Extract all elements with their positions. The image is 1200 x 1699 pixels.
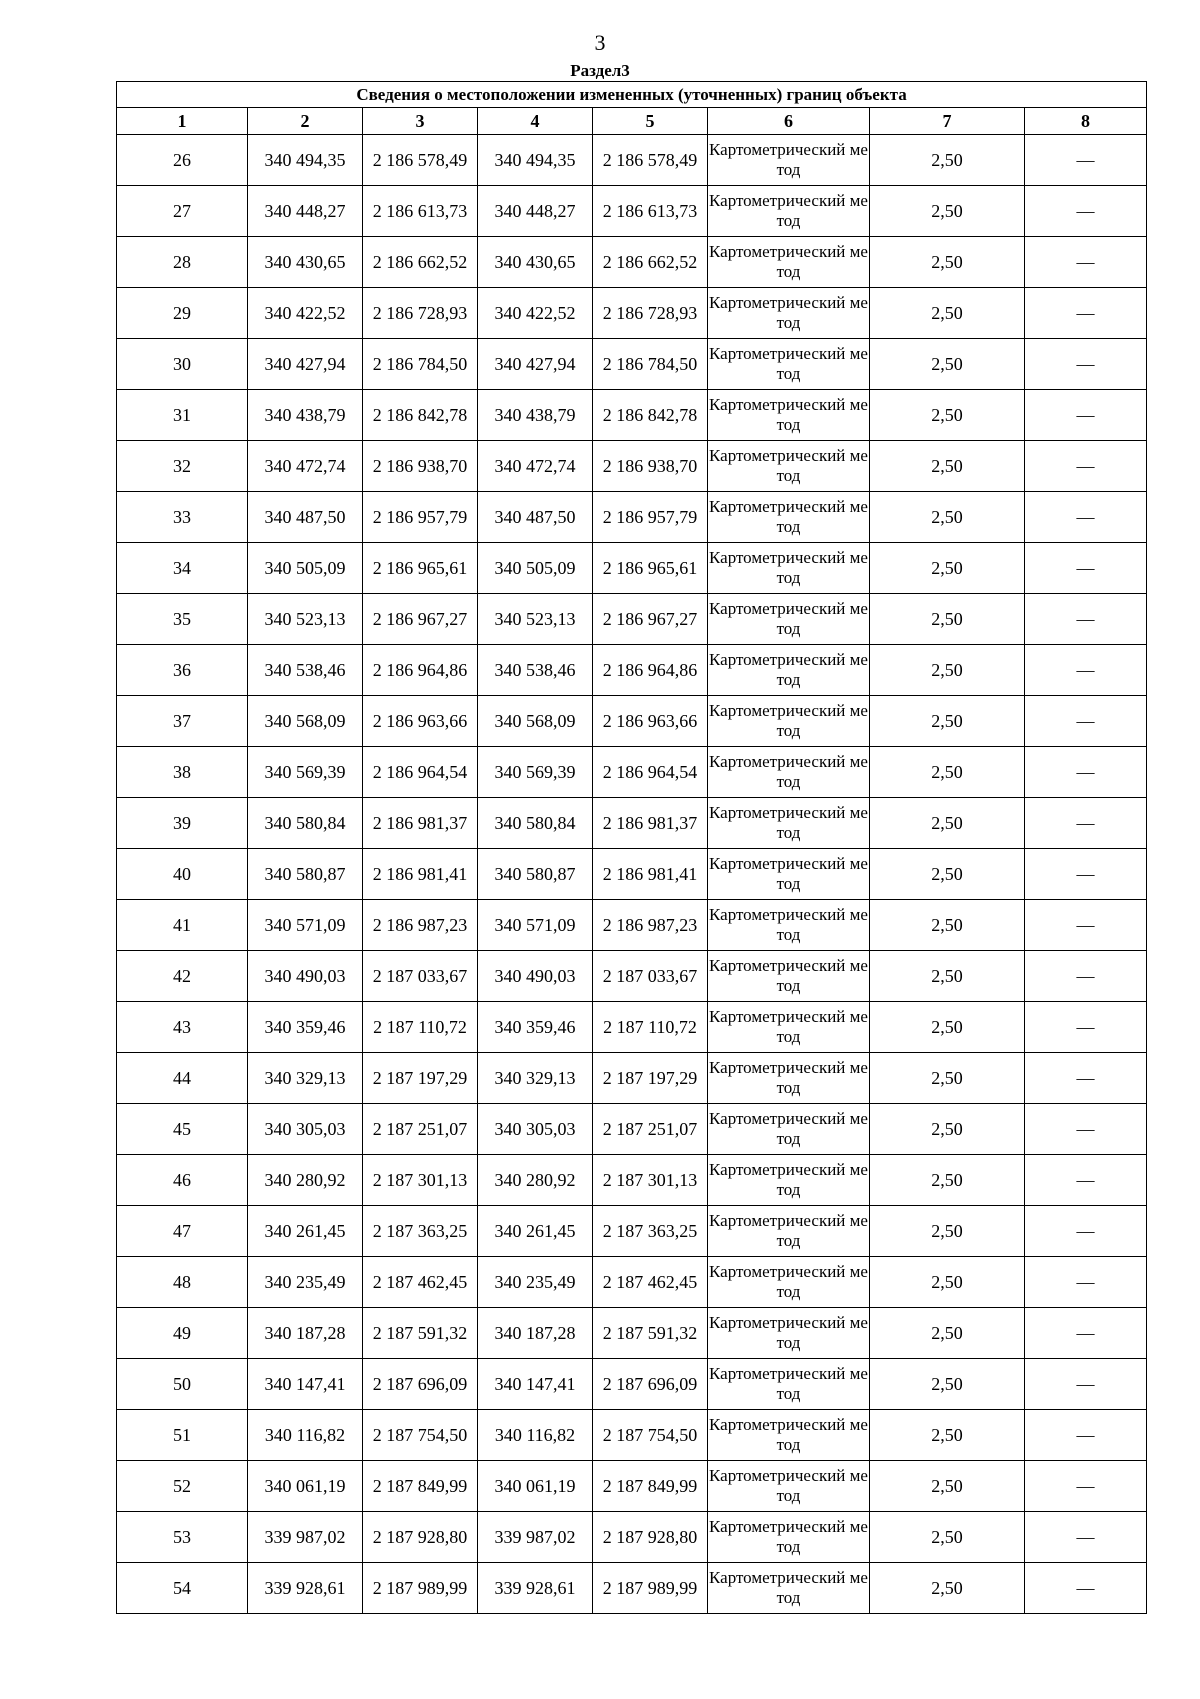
table-cell-col-8: — — [1025, 1461, 1147, 1512]
column-header-5: 5 — [593, 108, 708, 135]
table-cell-col-1: 37 — [117, 696, 248, 747]
table-cell-col-6: Картометрический метод — [708, 1053, 870, 1104]
column-header-7: 7 — [870, 108, 1025, 135]
table-cell-col-8: — — [1025, 135, 1147, 186]
table-cell-col-5: 2 186 578,49 — [593, 135, 708, 186]
table-row — [117, 441, 1147, 492]
table-row — [117, 798, 1147, 849]
table-cell-col-5: 2 186 981,41 — [593, 849, 708, 900]
table-cell-col-8: — — [1025, 594, 1147, 645]
table-cell-col-1: 31 — [117, 390, 248, 441]
table-cell-col-7: 2,50 — [870, 1359, 1025, 1410]
table-cell-col-7: 2,50 — [870, 492, 1025, 543]
table-cell-col-7: 2,50 — [870, 543, 1025, 594]
table-cell-col-6: Картометрический метод — [708, 339, 870, 390]
table-cell-col-3: 2 186 613,73 — [363, 186, 478, 237]
table-row — [117, 645, 1147, 696]
table-cell-col-4: 340 571,09 — [478, 900, 593, 951]
table-cell-col-1: 54 — [117, 1563, 248, 1614]
table-cell-col-4: 340 147,41 — [478, 1359, 593, 1410]
table-cell-col-7: 2,50 — [870, 390, 1025, 441]
table-cell-col-2: 340 568,09 — [248, 696, 363, 747]
table-cell-col-6: Картометрический метод — [708, 543, 870, 594]
column-header-6: 6 — [708, 108, 870, 135]
table-cell-col-4: 340 538,46 — [478, 645, 593, 696]
table-cell-col-4: 340 329,13 — [478, 1053, 593, 1104]
section-title: Раздел3 — [570, 61, 630, 80]
table-cell-col-8: — — [1025, 1563, 1147, 1614]
table-cell-col-3: 2 187 591,32 — [363, 1308, 478, 1359]
table-row — [117, 951, 1147, 1002]
table-row — [117, 1512, 1147, 1563]
table-cell-col-6: Картометрический метод — [708, 186, 870, 237]
table-cell-col-2: 340 305,03 — [248, 1104, 363, 1155]
table-cell-col-1: 34 — [117, 543, 248, 594]
table-cell-col-5: 2 187 591,32 — [593, 1308, 708, 1359]
table-row — [117, 1461, 1147, 1512]
table-cell-col-7: 2,50 — [870, 798, 1025, 849]
table-cell-col-2: 340 580,87 — [248, 849, 363, 900]
table-cell-col-8: — — [1025, 1002, 1147, 1053]
table-cell-col-7: 2,50 — [870, 1512, 1025, 1563]
table-cell-col-2: 340 147,41 — [248, 1359, 363, 1410]
table-cell-col-1: 38 — [117, 747, 248, 798]
table-cell-col-8: — — [1025, 186, 1147, 237]
column-header-3: 3 — [363, 108, 478, 135]
table-cell-col-4: 340 490,03 — [478, 951, 593, 1002]
table-cell-col-1: 40 — [117, 849, 248, 900]
table-cell-col-3: 2 187 989,99 — [363, 1563, 478, 1614]
table-cell-col-2: 340 580,84 — [248, 798, 363, 849]
table-cell-col-3: 2 187 301,13 — [363, 1155, 478, 1206]
table-cell-col-7: 2,50 — [870, 1053, 1025, 1104]
table-cell-col-2: 340 430,65 — [248, 237, 363, 288]
table-cell-col-1: 48 — [117, 1257, 248, 1308]
table-cell-col-4: 340 261,45 — [478, 1206, 593, 1257]
table-row — [117, 135, 1147, 186]
table-cell-col-2: 340 494,35 — [248, 135, 363, 186]
table-cell-col-3: 2 187 696,09 — [363, 1359, 478, 1410]
table-cell-col-1: 42 — [117, 951, 248, 1002]
table-cell-col-6: Картометрический метод — [708, 696, 870, 747]
table-cell-col-7: 2,50 — [870, 1155, 1025, 1206]
table-cell-col-3: 2 186 728,93 — [363, 288, 478, 339]
table-cell-col-7: 2,50 — [870, 237, 1025, 288]
table-cell-col-7: 2,50 — [870, 645, 1025, 696]
table-row — [117, 1155, 1147, 1206]
table-row — [117, 696, 1147, 747]
table-cell-col-8: — — [1025, 1206, 1147, 1257]
table-cell-col-5: 2 187 301,13 — [593, 1155, 708, 1206]
table-cell-col-5: 2 186 784,50 — [593, 339, 708, 390]
table-cell-col-8: — — [1025, 1512, 1147, 1563]
table-cell-col-5: 2 187 110,72 — [593, 1002, 708, 1053]
table-cell-col-5: 2 187 754,50 — [593, 1410, 708, 1461]
table-cell-col-6: Картометрический метод — [708, 1206, 870, 1257]
table-cell-col-1: 53 — [117, 1512, 248, 1563]
table-cell-col-3: 2 186 964,54 — [363, 747, 478, 798]
table-row — [117, 747, 1147, 798]
table-cell-col-6: Картометрический метод — [708, 1512, 870, 1563]
table-row — [117, 1104, 1147, 1155]
table-cell-col-4: 340 305,03 — [478, 1104, 593, 1155]
table-cell-col-6: Картометрический метод — [708, 288, 870, 339]
table-cell-col-3: 2 187 251,07 — [363, 1104, 478, 1155]
table-cell-col-6: Картометрический метод — [708, 390, 870, 441]
table-cell-col-8: — — [1025, 441, 1147, 492]
table-cell-col-1: 39 — [117, 798, 248, 849]
table-cell-col-3: 2 187 462,45 — [363, 1257, 478, 1308]
table-cell-col-5: 2 186 938,70 — [593, 441, 708, 492]
table-cell-col-1: 44 — [117, 1053, 248, 1104]
table-row — [117, 1257, 1147, 1308]
table-cell-col-4: 340 187,28 — [478, 1308, 593, 1359]
table-cell-col-5: 2 186 728,93 — [593, 288, 708, 339]
table-cell-col-5: 2 187 363,25 — [593, 1206, 708, 1257]
table-cell-col-4: 340 280,92 — [478, 1155, 593, 1206]
table-cell-col-3: 2 187 754,50 — [363, 1410, 478, 1461]
table-cell-col-4: 340 438,79 — [478, 390, 593, 441]
table-cell-col-2: 340 448,27 — [248, 186, 363, 237]
table-cell-col-2: 340 538,46 — [248, 645, 363, 696]
table-cell-col-8: — — [1025, 849, 1147, 900]
table-cell-col-3: 2 186 578,49 — [363, 135, 478, 186]
table-cell-col-4: 340 061,19 — [478, 1461, 593, 1512]
table-cell-col-5: 2 186 967,27 — [593, 594, 708, 645]
table-cell-col-4: 340 472,74 — [478, 441, 593, 492]
table-cell-col-5: 2 186 613,73 — [593, 186, 708, 237]
table-cell-col-4: 340 359,46 — [478, 1002, 593, 1053]
table-cell-col-2: 340 505,09 — [248, 543, 363, 594]
table-cell-col-7: 2,50 — [870, 696, 1025, 747]
table-cell-col-1: 35 — [117, 594, 248, 645]
table-cell-col-2: 340 235,49 — [248, 1257, 363, 1308]
table-cell-col-4: 340 116,82 — [478, 1410, 593, 1461]
table-cell-col-4: 340 422,52 — [478, 288, 593, 339]
coordinates-table — [116, 81, 1147, 1614]
column-header-row — [117, 108, 1147, 135]
table-cell-col-2: 340 061,19 — [248, 1461, 363, 1512]
table-cell-col-5: 2 187 989,99 — [593, 1563, 708, 1614]
table-cell-col-6: Картометрический метод — [708, 645, 870, 696]
table-caption: Сведения о местоположении измененных (уточненных) границ объекта — [117, 82, 1147, 108]
table-cell-col-3: 2 186 987,23 — [363, 900, 478, 951]
table-cell-col-2: 339 987,02 — [248, 1512, 363, 1563]
table-cell-col-6: Картометрический метод — [708, 237, 870, 288]
table-cell-col-8: — — [1025, 390, 1147, 441]
table-cell-col-2: 340 427,94 — [248, 339, 363, 390]
table-cell-col-8: — — [1025, 492, 1147, 543]
column-header-4: 4 — [478, 108, 593, 135]
table-cell-col-2: 340 438,79 — [248, 390, 363, 441]
table-cell-col-8: — — [1025, 1155, 1147, 1206]
page-number: 3 — [594, 30, 606, 55]
table-cell-col-3: 2 186 963,66 — [363, 696, 478, 747]
table-cell-col-6: Картометрический метод — [708, 1308, 870, 1359]
table-cell-col-5: 2 187 928,80 — [593, 1512, 708, 1563]
table-cell-col-4: 340 569,39 — [478, 747, 593, 798]
table-cell-col-4: 340 580,84 — [478, 798, 593, 849]
table-cell-col-8: — — [1025, 1104, 1147, 1155]
table-cell-col-4: 340 505,09 — [478, 543, 593, 594]
table-row — [117, 1002, 1147, 1053]
table-cell-col-1: 32 — [117, 441, 248, 492]
table-cell-col-1: 49 — [117, 1308, 248, 1359]
table-cell-col-3: 2 186 981,41 — [363, 849, 478, 900]
table-cell-col-3: 2 187 197,29 — [363, 1053, 478, 1104]
table-cell-col-7: 2,50 — [870, 594, 1025, 645]
table-cell-col-7: 2,50 — [870, 339, 1025, 390]
table-cell-col-3: 2 186 967,27 — [363, 594, 478, 645]
table-cell-col-5: 2 186 987,23 — [593, 900, 708, 951]
table-cell-col-7: 2,50 — [870, 1104, 1025, 1155]
table-cell-col-5: 2 186 662,52 — [593, 237, 708, 288]
table-cell-col-3: 2 186 957,79 — [363, 492, 478, 543]
table-cell-col-2: 340 261,45 — [248, 1206, 363, 1257]
table-cell-col-3: 2 186 784,50 — [363, 339, 478, 390]
table-cell-col-2: 340 187,28 — [248, 1308, 363, 1359]
table-cell-col-2: 340 571,09 — [248, 900, 363, 951]
table-cell-col-7: 2,50 — [870, 747, 1025, 798]
table-cell-col-7: 2,50 — [870, 288, 1025, 339]
table-cell-col-2: 339 928,61 — [248, 1563, 363, 1614]
table-cell-col-1: 36 — [117, 645, 248, 696]
table-cell-col-7: 2,50 — [870, 186, 1025, 237]
table-cell-col-6: Картометрический метод — [708, 1563, 870, 1614]
table-cell-col-1: 50 — [117, 1359, 248, 1410]
table-cell-col-8: — — [1025, 237, 1147, 288]
table-cell-col-8: — — [1025, 288, 1147, 339]
table-row — [117, 1410, 1147, 1461]
table-cell-col-8: — — [1025, 1359, 1147, 1410]
table-cell-col-3: 2 187 033,67 — [363, 951, 478, 1002]
table-cell-col-8: — — [1025, 1053, 1147, 1104]
table-cell-col-4: 340 568,09 — [478, 696, 593, 747]
table-cell-col-3: 2 187 110,72 — [363, 1002, 478, 1053]
table-cell-col-7: 2,50 — [870, 1002, 1025, 1053]
table-cell-col-8: — — [1025, 798, 1147, 849]
table-cell-col-7: 2,50 — [870, 951, 1025, 1002]
table-row — [117, 1206, 1147, 1257]
table-cell-col-8: — — [1025, 900, 1147, 951]
table-cell-col-5: 2 186 963,66 — [593, 696, 708, 747]
table-cell-col-7: 2,50 — [870, 1308, 1025, 1359]
table-row — [117, 1308, 1147, 1359]
table-cell-col-3: 2 186 842,78 — [363, 390, 478, 441]
table-cell-col-5: 2 186 957,79 — [593, 492, 708, 543]
table-cell-col-5: 2 186 842,78 — [593, 390, 708, 441]
table-cell-col-5: 2 186 981,37 — [593, 798, 708, 849]
table-cell-col-2: 340 280,92 — [248, 1155, 363, 1206]
table-cell-col-5: 2 187 251,07 — [593, 1104, 708, 1155]
table-cell-col-7: 2,50 — [870, 1461, 1025, 1512]
table-cell-col-8: — — [1025, 1410, 1147, 1461]
table-cell-col-4: 340 487,50 — [478, 492, 593, 543]
table-cell-col-6: Картометрический метод — [708, 1461, 870, 1512]
table-cell-col-4: 340 523,13 — [478, 594, 593, 645]
table-row — [117, 543, 1147, 594]
table-cell-col-1: 47 — [117, 1206, 248, 1257]
table-row — [117, 1359, 1147, 1410]
table-cell-col-7: 2,50 — [870, 135, 1025, 186]
table-cell-col-6: Картометрический метод — [708, 492, 870, 543]
table-cell-col-4: 340 448,27 — [478, 186, 593, 237]
table-row — [117, 849, 1147, 900]
table-row — [117, 390, 1147, 441]
table-cell-col-5: 2 186 965,61 — [593, 543, 708, 594]
table-cell-col-4: 340 427,94 — [478, 339, 593, 390]
table-cell-col-4: 340 494,35 — [478, 135, 593, 186]
table-row — [117, 492, 1147, 543]
table-cell-col-2: 340 490,03 — [248, 951, 363, 1002]
table-cell-col-2: 340 359,46 — [248, 1002, 363, 1053]
table-cell-col-2: 340 116,82 — [248, 1410, 363, 1461]
table-row — [117, 339, 1147, 390]
table-cell-col-6: Картометрический метод — [708, 1359, 870, 1410]
table-cell-col-7: 2,50 — [870, 1206, 1025, 1257]
table-cell-col-6: Картометрический метод — [708, 1155, 870, 1206]
table-cell-col-7: 2,50 — [870, 900, 1025, 951]
table-cell-col-4: 339 987,02 — [478, 1512, 593, 1563]
table-cell-col-7: 2,50 — [870, 1257, 1025, 1308]
table-cell-col-6: Картометрический метод — [708, 135, 870, 186]
table-cell-col-2: 340 523,13 — [248, 594, 363, 645]
table-cell-col-6: Картометрический метод — [708, 1410, 870, 1461]
table-cell-col-6: Картометрический метод — [708, 849, 870, 900]
table-row — [117, 186, 1147, 237]
table-cell-col-4: 340 235,49 — [478, 1257, 593, 1308]
table-cell-col-2: 340 569,39 — [248, 747, 363, 798]
table-cell-col-1: 27 — [117, 186, 248, 237]
table-cell-col-6: Картометрический метод — [708, 747, 870, 798]
table-cell-col-3: 2 186 938,70 — [363, 441, 478, 492]
table-cell-col-8: — — [1025, 339, 1147, 390]
table-caption-row — [117, 82, 1147, 108]
table-cell-col-1: 26 — [117, 135, 248, 186]
table-cell-col-1: 41 — [117, 900, 248, 951]
table-cell-col-8: — — [1025, 1308, 1147, 1359]
table-cell-col-8: — — [1025, 951, 1147, 1002]
column-header-1: 1 — [117, 108, 248, 135]
table-cell-col-4: 340 430,65 — [478, 237, 593, 288]
table-cell-col-6: Картометрический метод — [708, 1104, 870, 1155]
table-cell-col-6: Картометрический метод — [708, 1257, 870, 1308]
table-cell-col-3: 2 186 964,86 — [363, 645, 478, 696]
table-cell-col-3: 2 186 662,52 — [363, 237, 478, 288]
table-cell-col-2: 340 472,74 — [248, 441, 363, 492]
table-cell-col-8: — — [1025, 645, 1147, 696]
table-cell-col-1: 28 — [117, 237, 248, 288]
table-cell-col-2: 340 422,52 — [248, 288, 363, 339]
table-cell-col-5: 2 187 033,67 — [593, 951, 708, 1002]
table-cell-col-8: — — [1025, 1257, 1147, 1308]
table-cell-col-1: 46 — [117, 1155, 248, 1206]
table-cell-col-1: 52 — [117, 1461, 248, 1512]
table-cell-col-3: 2 187 363,25 — [363, 1206, 478, 1257]
table-cell-col-4: 340 580,87 — [478, 849, 593, 900]
column-header-8: 8 — [1025, 108, 1147, 135]
table-cell-col-1: 30 — [117, 339, 248, 390]
table-row — [117, 1563, 1147, 1614]
table-cell-col-3: 2 186 981,37 — [363, 798, 478, 849]
table-cell-col-8: — — [1025, 747, 1147, 798]
table-cell-col-6: Картометрический метод — [708, 441, 870, 492]
table-cell-col-6: Картометрический метод — [708, 798, 870, 849]
table-cell-col-5: 2 186 964,86 — [593, 645, 708, 696]
table-cell-col-7: 2,50 — [870, 849, 1025, 900]
table-cell-col-5: 2 187 197,29 — [593, 1053, 708, 1104]
table-row — [117, 900, 1147, 951]
table-cell-col-3: 2 187 928,80 — [363, 1512, 478, 1563]
table-row — [117, 1053, 1147, 1104]
table-cell-col-8: — — [1025, 543, 1147, 594]
table-cell-col-4: 339 928,61 — [478, 1563, 593, 1614]
table-body — [117, 135, 1147, 1614]
table-cell-col-5: 2 187 849,99 — [593, 1461, 708, 1512]
table-cell-col-3: 2 186 965,61 — [363, 543, 478, 594]
table-cell-col-1: 43 — [117, 1002, 248, 1053]
table-cell-col-7: 2,50 — [870, 1410, 1025, 1461]
table-cell-col-7: 2,50 — [870, 441, 1025, 492]
column-header-2: 2 — [248, 108, 363, 135]
table-cell-col-1: 33 — [117, 492, 248, 543]
table-cell-col-2: 340 487,50 — [248, 492, 363, 543]
table-cell-col-1: 45 — [117, 1104, 248, 1155]
table-cell-col-6: Картометрический метод — [708, 594, 870, 645]
table-cell-col-8: — — [1025, 696, 1147, 747]
table-row — [117, 237, 1147, 288]
table-row — [117, 288, 1147, 339]
table-cell-col-5: 2 187 696,09 — [593, 1359, 708, 1410]
table-cell-col-1: 29 — [117, 288, 248, 339]
table-cell-col-1: 51 — [117, 1410, 248, 1461]
table-cell-col-5: 2 186 964,54 — [593, 747, 708, 798]
table-cell-col-2: 340 329,13 — [248, 1053, 363, 1104]
table-cell-col-6: Картометрический метод — [708, 951, 870, 1002]
table-cell-col-5: 2 187 462,45 — [593, 1257, 708, 1308]
table-cell-col-6: Картометрический метод — [708, 1002, 870, 1053]
table-cell-col-7: 2,50 — [870, 1563, 1025, 1614]
table-cell-col-3: 2 187 849,99 — [363, 1461, 478, 1512]
table-row — [117, 594, 1147, 645]
table-cell-col-6: Картометрический метод — [708, 900, 870, 951]
